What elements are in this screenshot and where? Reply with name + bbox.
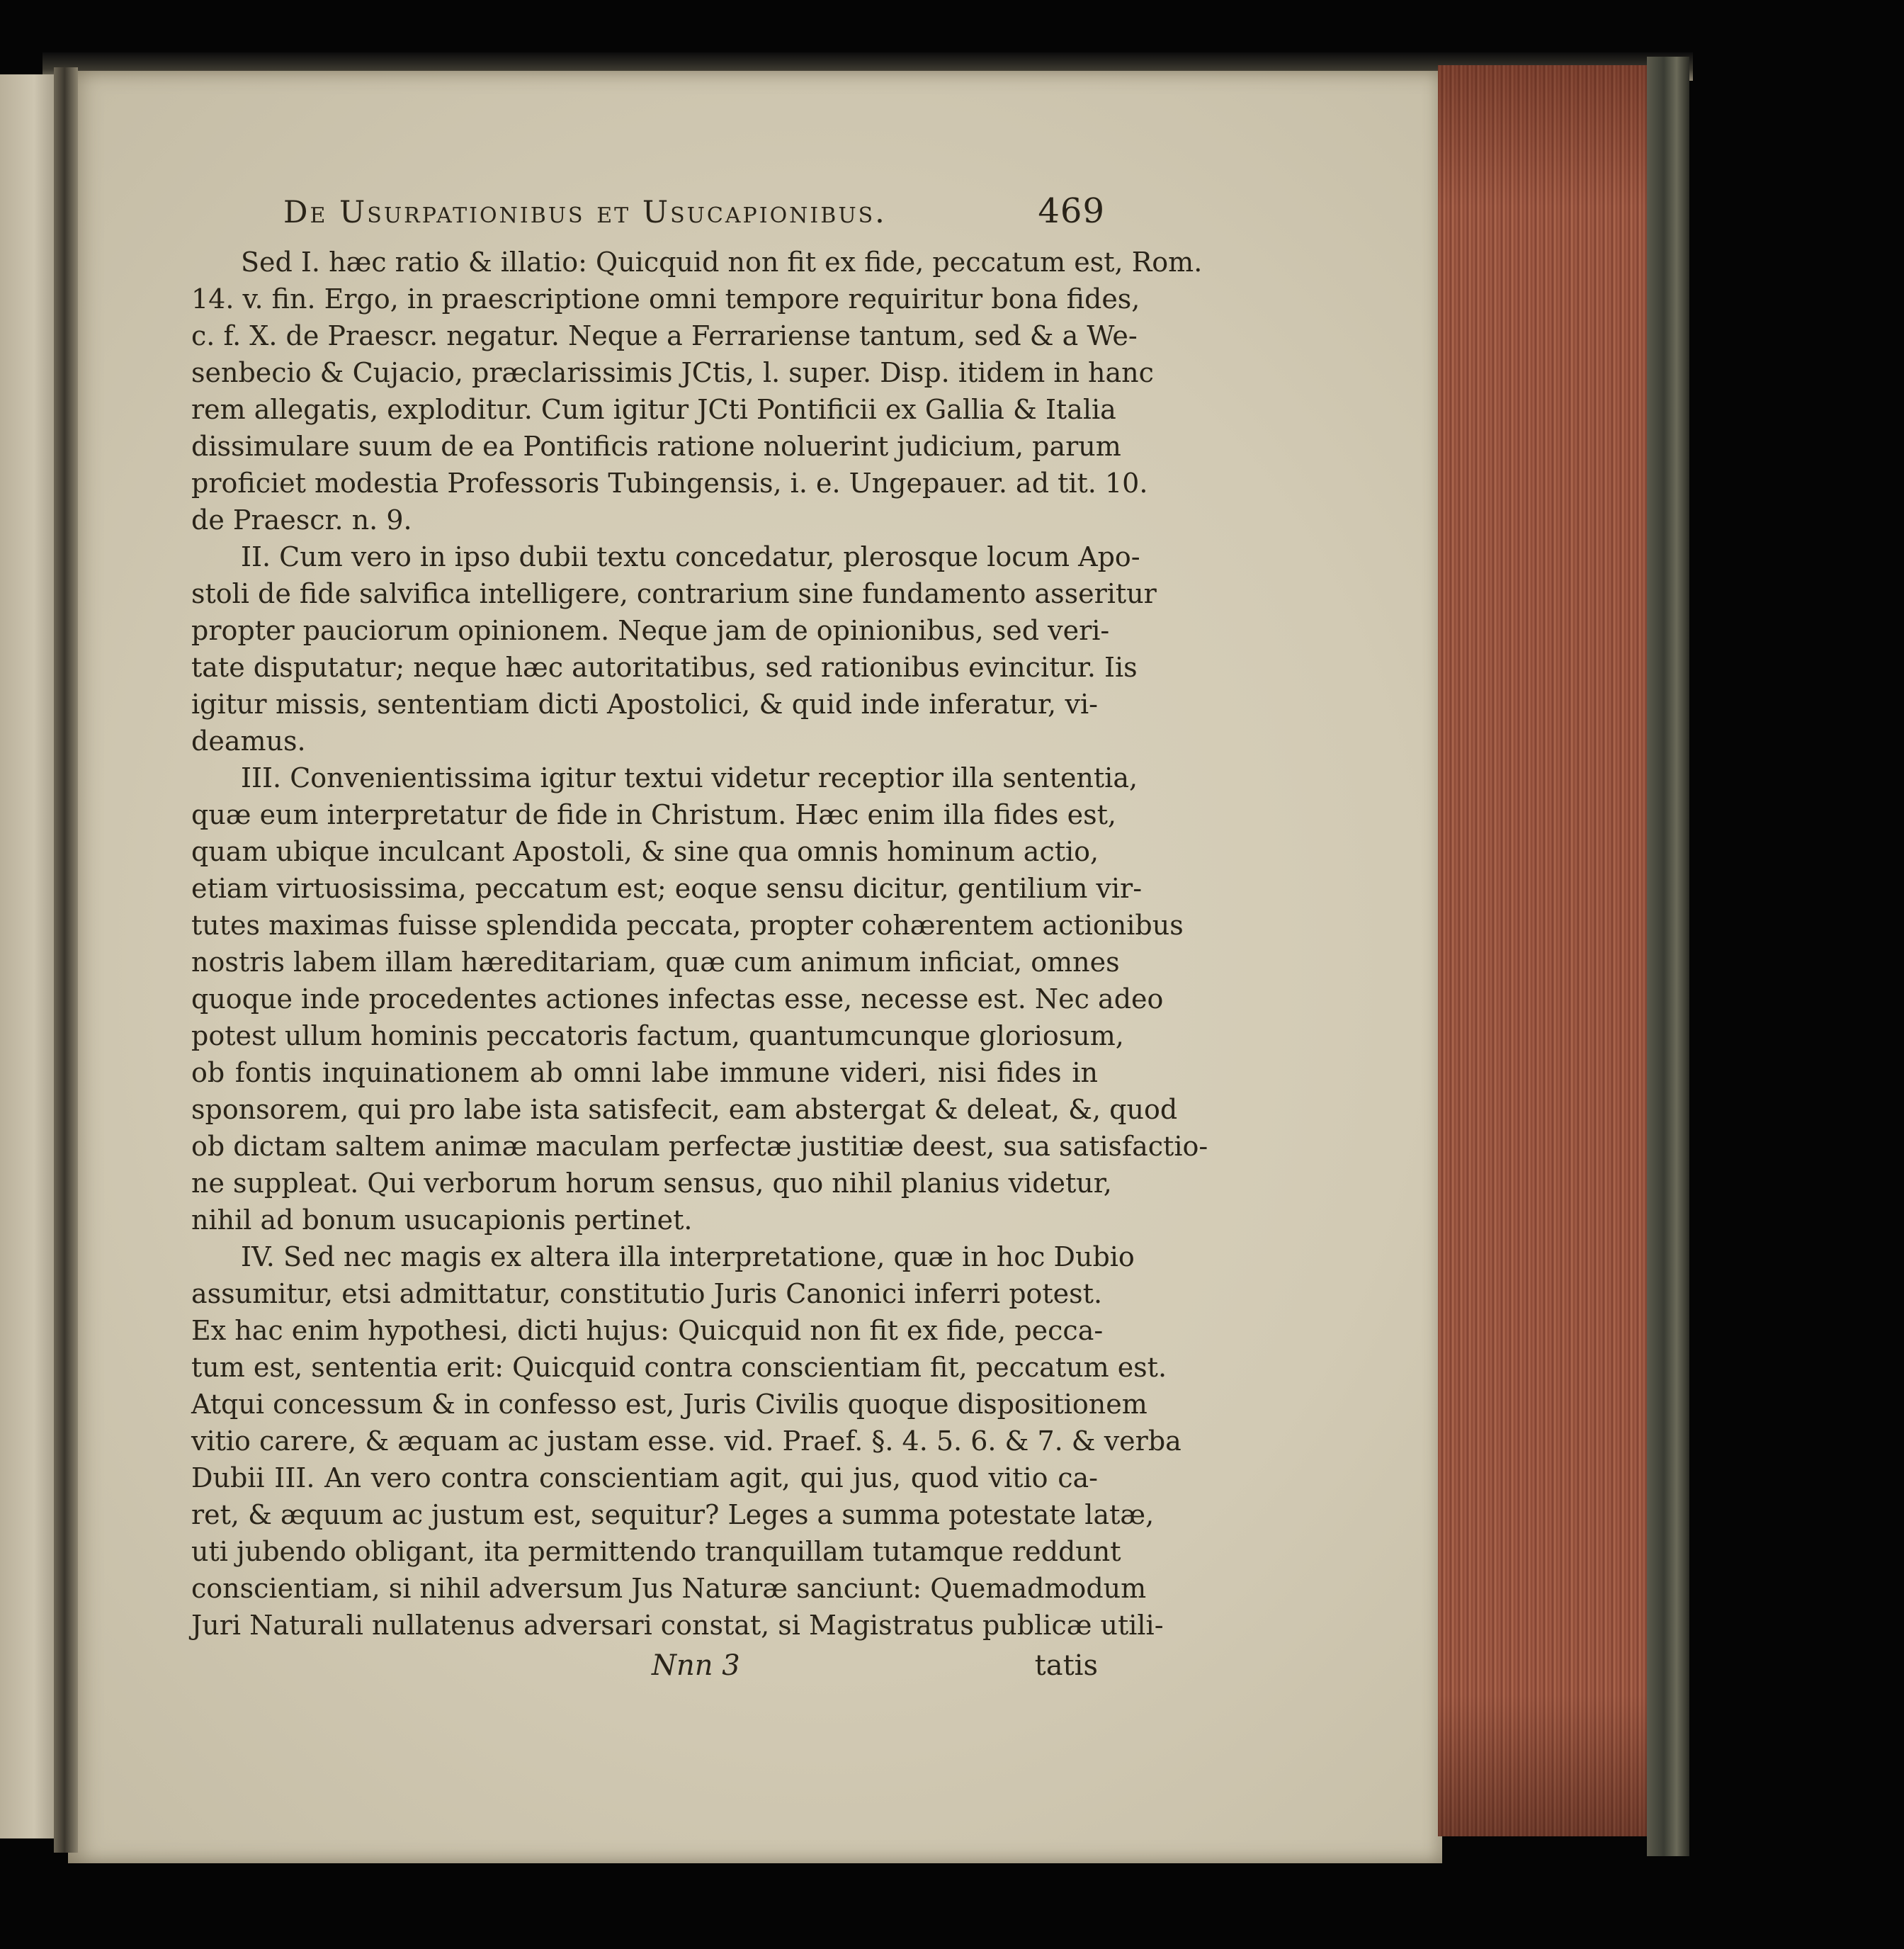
text-line: 14. v. fin. Ergo, in praescriptione omni tempore requiritur bona fides, [191, 283, 1140, 315]
running-head [283, 191, 1105, 234]
text-line: uti jubendo obligant, ita permittendo tranquillam tutamque reddunt [191, 1536, 1121, 1567]
text-line: Atqui concessum & in confesso est, Juris Civilis quoque dispositionem [191, 1389, 1148, 1420]
text-line: igitur missis, sententiam dicti Apostolici, & quid inde inferatur, vi- [191, 689, 1098, 720]
text-line: conscientiam, si nihil adversum Jus Naturæ sanciunt: Quemadmodum [191, 1573, 1147, 1604]
fore-edge-shading [1438, 65, 1650, 1836]
running-title: De Usurpationibus et Usucapionibus. [283, 195, 887, 230]
text-body [191, 244, 1208, 1644]
text-line: etiam virtuosissima, peccatum est; eoque sensu dicitur, gentilium vir- [191, 873, 1143, 904]
text-line: assumitur, etsi admittatur, constitutio Juris Canonici inferri potest. [191, 1278, 1103, 1309]
text-line: tate disputatur; neque hæc autoritatibus, sed rationibus evincitur. Iis [191, 652, 1138, 683]
text-line: quam ubique inculcant Apostoli, & sine qua omnis hominum actio, [191, 836, 1099, 867]
text-line: potest ullum hominis peccatoris factum, quantumcunque gloriosum, [191, 1020, 1124, 1051]
text-line: ob dictam saltem animæ maculam perfectæ justitiæ deest, sua satisfactio- [191, 1131, 1208, 1162]
text-line: propter pauciorum opinionem. Neque jam de opinionibus, sed veri- [191, 615, 1110, 646]
page-number: 469 [1038, 191, 1105, 231]
text-line: Sed I. hæc ratio & illatio: Quicquid non fit ex fide, peccatum est, Rom. [241, 247, 1203, 278]
text-line: sponsorem, qui pro labe ista satisfecit, eam abstergat & deleat, &, quod [191, 1094, 1178, 1125]
text-line: III. Convenientissima igitur textui videtur receptior illa sententia, [241, 762, 1138, 793]
text-line: nihil ad bonum usucapionis pertinet. [191, 1204, 693, 1236]
text-line: IV. Sed nec magis ex altera illa interpretatione, quæ in hoc Dubio [241, 1241, 1135, 1272]
text-line: rem allegatis, exploditur. Cum igitur JCti Pontificii ex Gallia & Italia [191, 394, 1116, 425]
text-line: Ex hac enim hypothesi, dicti hujus: Quicquid non fit ex fide, pecca- [191, 1315, 1104, 1346]
text-line: tum est, sententia erit: Quicquid contra conscientiam fit, peccatum est. [191, 1352, 1167, 1383]
text-line: II. Cum vero in ipso dubii textu concedatur, plerosque locum Apo- [241, 541, 1140, 572]
text-line: de Praescr. n. 9. [191, 504, 412, 536]
text-line: ne suppleat. Qui verborum horum sensus, quo nihil planius videtur, [191, 1168, 1112, 1199]
text-line: nostris labem illam hæreditariam, quæ cum animum inficiat, omnes [191, 947, 1120, 978]
text-line: senbecio & Cujacio, præclarissimis JCtis, l. super. Disp. itidem in hanc [191, 357, 1154, 388]
facing-page-edge [0, 74, 62, 1838]
book-gutter [54, 67, 78, 1853]
text-line: ob fontis inquinationem ab omni labe immune videri, nisi fides in [191, 1057, 1098, 1088]
signature-mark: Nnn 3 [652, 1649, 740, 1682]
catchword: tatis [1034, 1649, 1098, 1682]
book-cover-edge [1647, 57, 1689, 1856]
text-line: vitio carere, & æquam ac justam esse. vid. Praef. §. 4. 5. 6. & 7. & verba [191, 1425, 1182, 1457]
text-line: deamus. [191, 725, 306, 757]
page-footer [191, 1649, 1098, 1689]
text-line: quæ eum interpretatur de fide in Christum. Hæc enim illa fides est, [191, 799, 1116, 830]
text-line: ret, & æquum ac justum est, sequitur? Leges a summa potestate latæ, [191, 1499, 1155, 1530]
text-line: stoli de fide salvifica intelligere, contrarium sine fundamento asseritur [191, 578, 1157, 609]
text-line: tutes maximas fuisse splendida peccata, propter cohærentem actionibus [191, 910, 1184, 941]
text-line: Juri Naturali nullatenus adversari constat, si Magistratus publicæ utili- [191, 1610, 1164, 1641]
page-content [191, 191, 1208, 1689]
text-line: quoque inde procedentes actiones infectas esse, necesse est. Nec adeo [191, 983, 1164, 1015]
text-line: Dubii III. An vero contra conscientiam agit, qui jus, quod vitio ca- [191, 1462, 1098, 1493]
text-line: proficiet modestia Professoris Tubingensis, i. e. Ungepauer. ad tit. 10. [191, 468, 1148, 499]
text-line: c. f. X. de Praescr. negatur. Neque a Ferrariense tantum, sed & a We- [191, 320, 1138, 351]
text-line: dissimulare suum de ea Pontificis ratione noluerint judicium, parum [191, 431, 1121, 462]
